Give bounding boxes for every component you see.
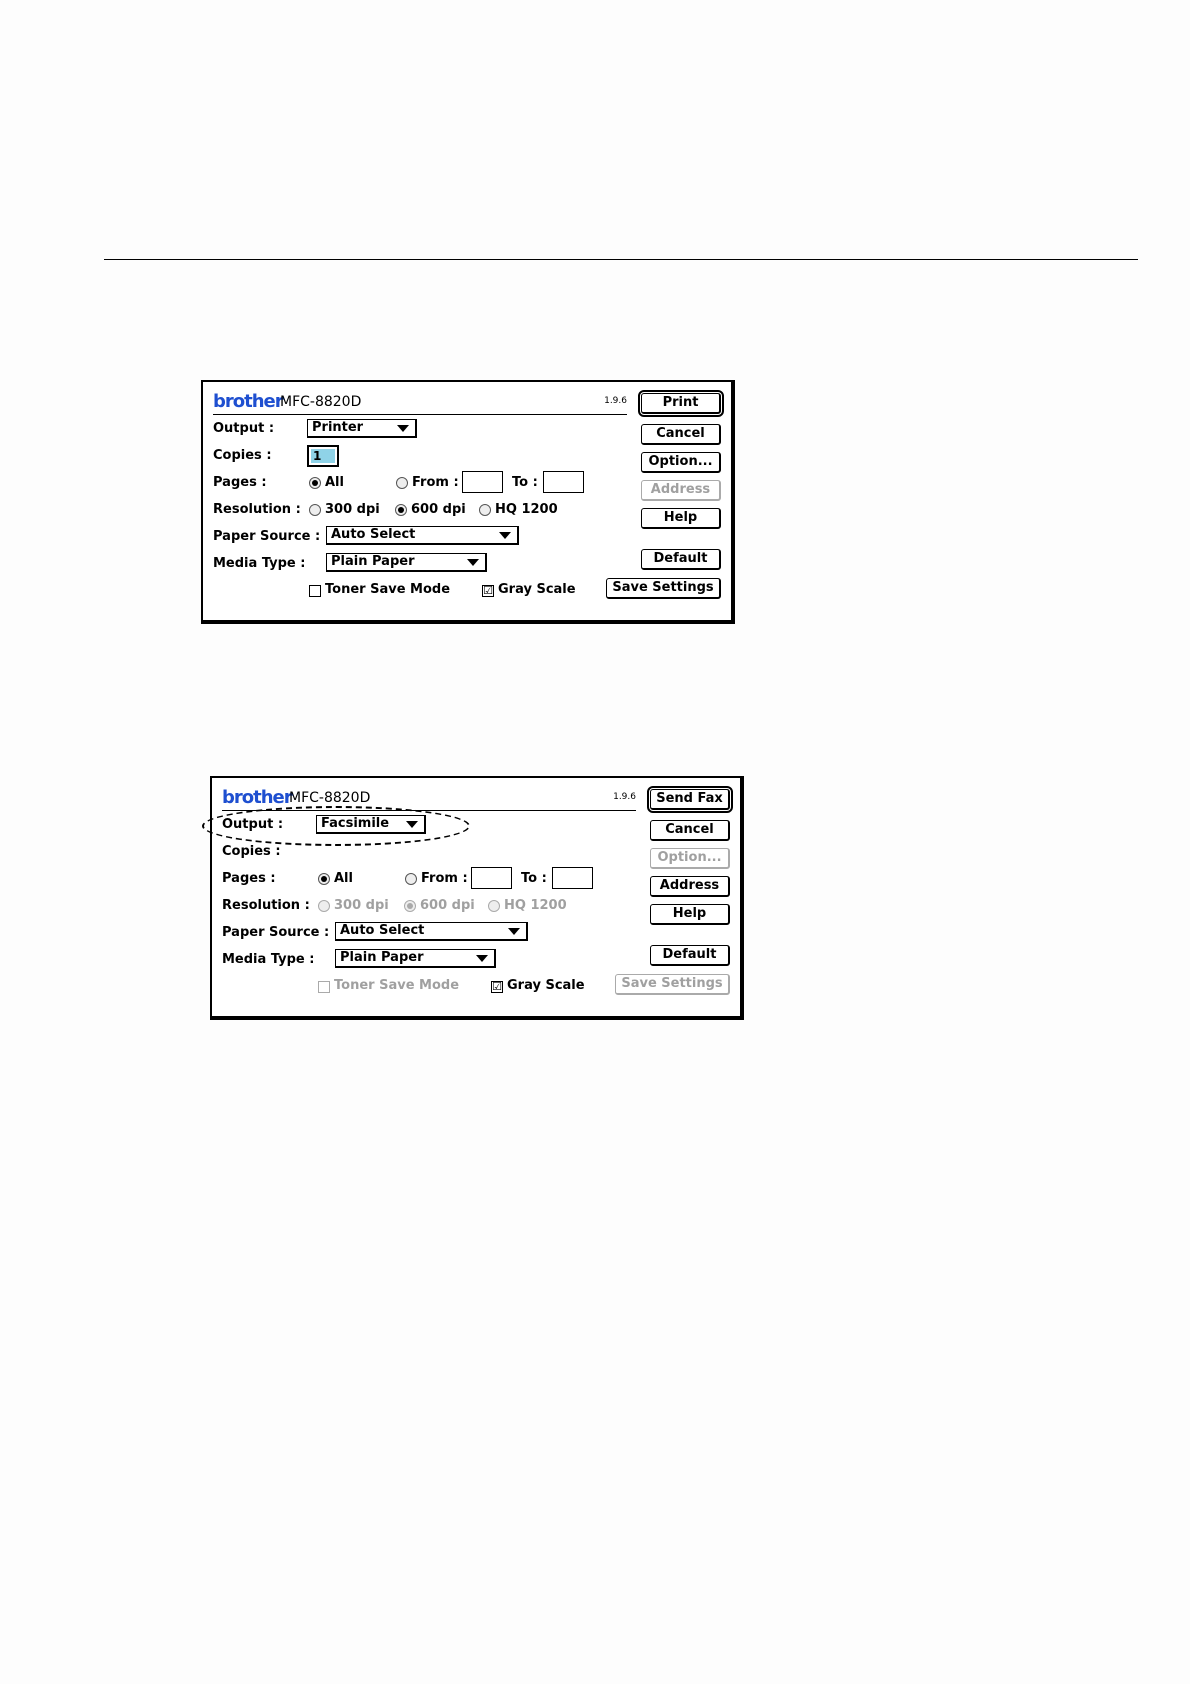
brother-logo: brother xyxy=(213,391,283,412)
pages-to-input[interactable] xyxy=(543,471,584,493)
copies-label: Copies : xyxy=(213,448,272,463)
default-button[interactable]: Default xyxy=(641,549,721,570)
default-button[interactable]: Default xyxy=(650,945,730,966)
toner-save-checkbox[interactable] xyxy=(309,585,321,597)
option-button[interactable]: Option... xyxy=(650,848,730,869)
version-label: 1.9.6 xyxy=(613,792,636,802)
print-dialog-facsimile xyxy=(210,776,744,1020)
toner-save-checkbox xyxy=(318,981,330,993)
send-fax-button[interactable]: Send Fax xyxy=(650,789,730,810)
pages-all-label: All xyxy=(334,871,353,886)
copies-value: 1 xyxy=(311,449,335,463)
pages-to-label: To : xyxy=(521,871,547,886)
gray-scale-checkbox[interactable]: ☑ xyxy=(492,980,502,993)
res-600-radio[interactable] xyxy=(395,504,407,516)
save-settings-button[interactable]: Save Settings xyxy=(615,974,730,995)
gray-scale-label: Gray Scale xyxy=(498,582,576,597)
pages-all-radio[interactable] xyxy=(309,477,321,489)
paper-source-label: Paper Source : xyxy=(213,529,321,544)
media-type-label: Media Type : xyxy=(222,952,315,967)
pages-from-label: From : xyxy=(421,871,468,886)
pages-label: Pages : xyxy=(213,475,267,490)
gray-scale-label: Gray Scale xyxy=(507,978,585,993)
brother-logo: brother xyxy=(222,787,292,808)
pages-to-label: To : xyxy=(512,475,538,490)
help-button[interactable]: Help xyxy=(641,508,721,529)
res-hq-label: HQ 1200 xyxy=(504,898,567,913)
option-button[interactable]: Option... xyxy=(641,452,721,473)
pages-from-radio[interactable] xyxy=(405,873,417,885)
pages-from-input[interactable] xyxy=(462,471,503,493)
cancel-button[interactable]: Cancel xyxy=(641,424,721,445)
dialog-header xyxy=(213,392,627,415)
help-button[interactable]: Help xyxy=(650,904,730,925)
pages-all-radio[interactable] xyxy=(318,873,330,885)
output-select[interactable] xyxy=(307,419,417,438)
save-settings-button[interactable]: Save Settings xyxy=(606,578,721,599)
res-300-label: 300 dpi xyxy=(334,898,389,913)
model-name: MFC-8820D xyxy=(280,394,362,410)
output-select-value: Printer xyxy=(312,420,364,435)
paper-source-label: Paper Source : xyxy=(222,925,330,940)
chevron-down-icon xyxy=(508,928,520,935)
address-button[interactable]: Address xyxy=(641,480,721,501)
pages-label: Pages : xyxy=(222,871,276,886)
res-300-radio[interactable] xyxy=(309,504,321,516)
pages-from-label: From : xyxy=(412,475,459,490)
paper-source-value: Auto Select xyxy=(340,923,425,938)
resolution-label: Resolution : xyxy=(213,502,301,517)
res-hq-radio[interactable] xyxy=(479,504,491,516)
copies-input[interactable] xyxy=(307,445,339,467)
paper-source-select[interactable] xyxy=(335,922,528,941)
toner-save-label: Toner Save Mode xyxy=(325,582,451,597)
paper-source-select[interactable] xyxy=(326,526,519,545)
paper-source-value: Auto Select xyxy=(331,527,416,542)
output-label: Output : xyxy=(213,421,275,436)
copies-label: Copies : xyxy=(222,844,281,859)
chevron-down-icon xyxy=(499,532,511,539)
cancel-button[interactable]: Cancel xyxy=(650,820,730,841)
chevron-down-icon xyxy=(406,821,418,828)
media-type-value: Plain Paper xyxy=(331,554,415,569)
page-divider xyxy=(104,259,1138,260)
media-type-label: Media Type : xyxy=(213,556,306,571)
output-label: Output : xyxy=(222,817,284,832)
resolution-label: Resolution : xyxy=(222,898,310,913)
address-button[interactable]: Address xyxy=(650,876,730,897)
res-600-radio xyxy=(404,900,416,912)
chevron-down-icon xyxy=(476,955,488,962)
media-type-select[interactable] xyxy=(335,949,496,968)
pages-from-radio[interactable] xyxy=(396,477,408,489)
pages-to-input[interactable] xyxy=(552,867,593,889)
gray-scale-checkbox[interactable]: ☑ xyxy=(483,584,493,597)
res-600-label: 600 dpi xyxy=(411,502,466,517)
chevron-down-icon xyxy=(467,559,479,566)
chevron-down-icon xyxy=(397,425,409,432)
pages-from-input[interactable] xyxy=(471,867,512,889)
res-300-radio xyxy=(318,900,330,912)
res-hq-radio xyxy=(488,900,500,912)
media-type-select[interactable] xyxy=(326,553,487,572)
res-hq-label: HQ 1200 xyxy=(495,502,558,517)
media-type-value: Plain Paper xyxy=(340,950,424,965)
output-select[interactable] xyxy=(316,815,426,834)
print-dialog-printer xyxy=(201,380,735,624)
model-name: MFC-8820D xyxy=(289,790,371,806)
print-button[interactable]: Print xyxy=(641,393,721,414)
toner-save-label: Toner Save Mode xyxy=(334,978,460,993)
version-label: 1.9.6 xyxy=(604,396,627,406)
output-select-value: Facsimile xyxy=(321,816,390,831)
res-300-label: 300 dpi xyxy=(325,502,380,517)
res-600-label: 600 dpi xyxy=(420,898,475,913)
pages-all-label: All xyxy=(325,475,344,490)
